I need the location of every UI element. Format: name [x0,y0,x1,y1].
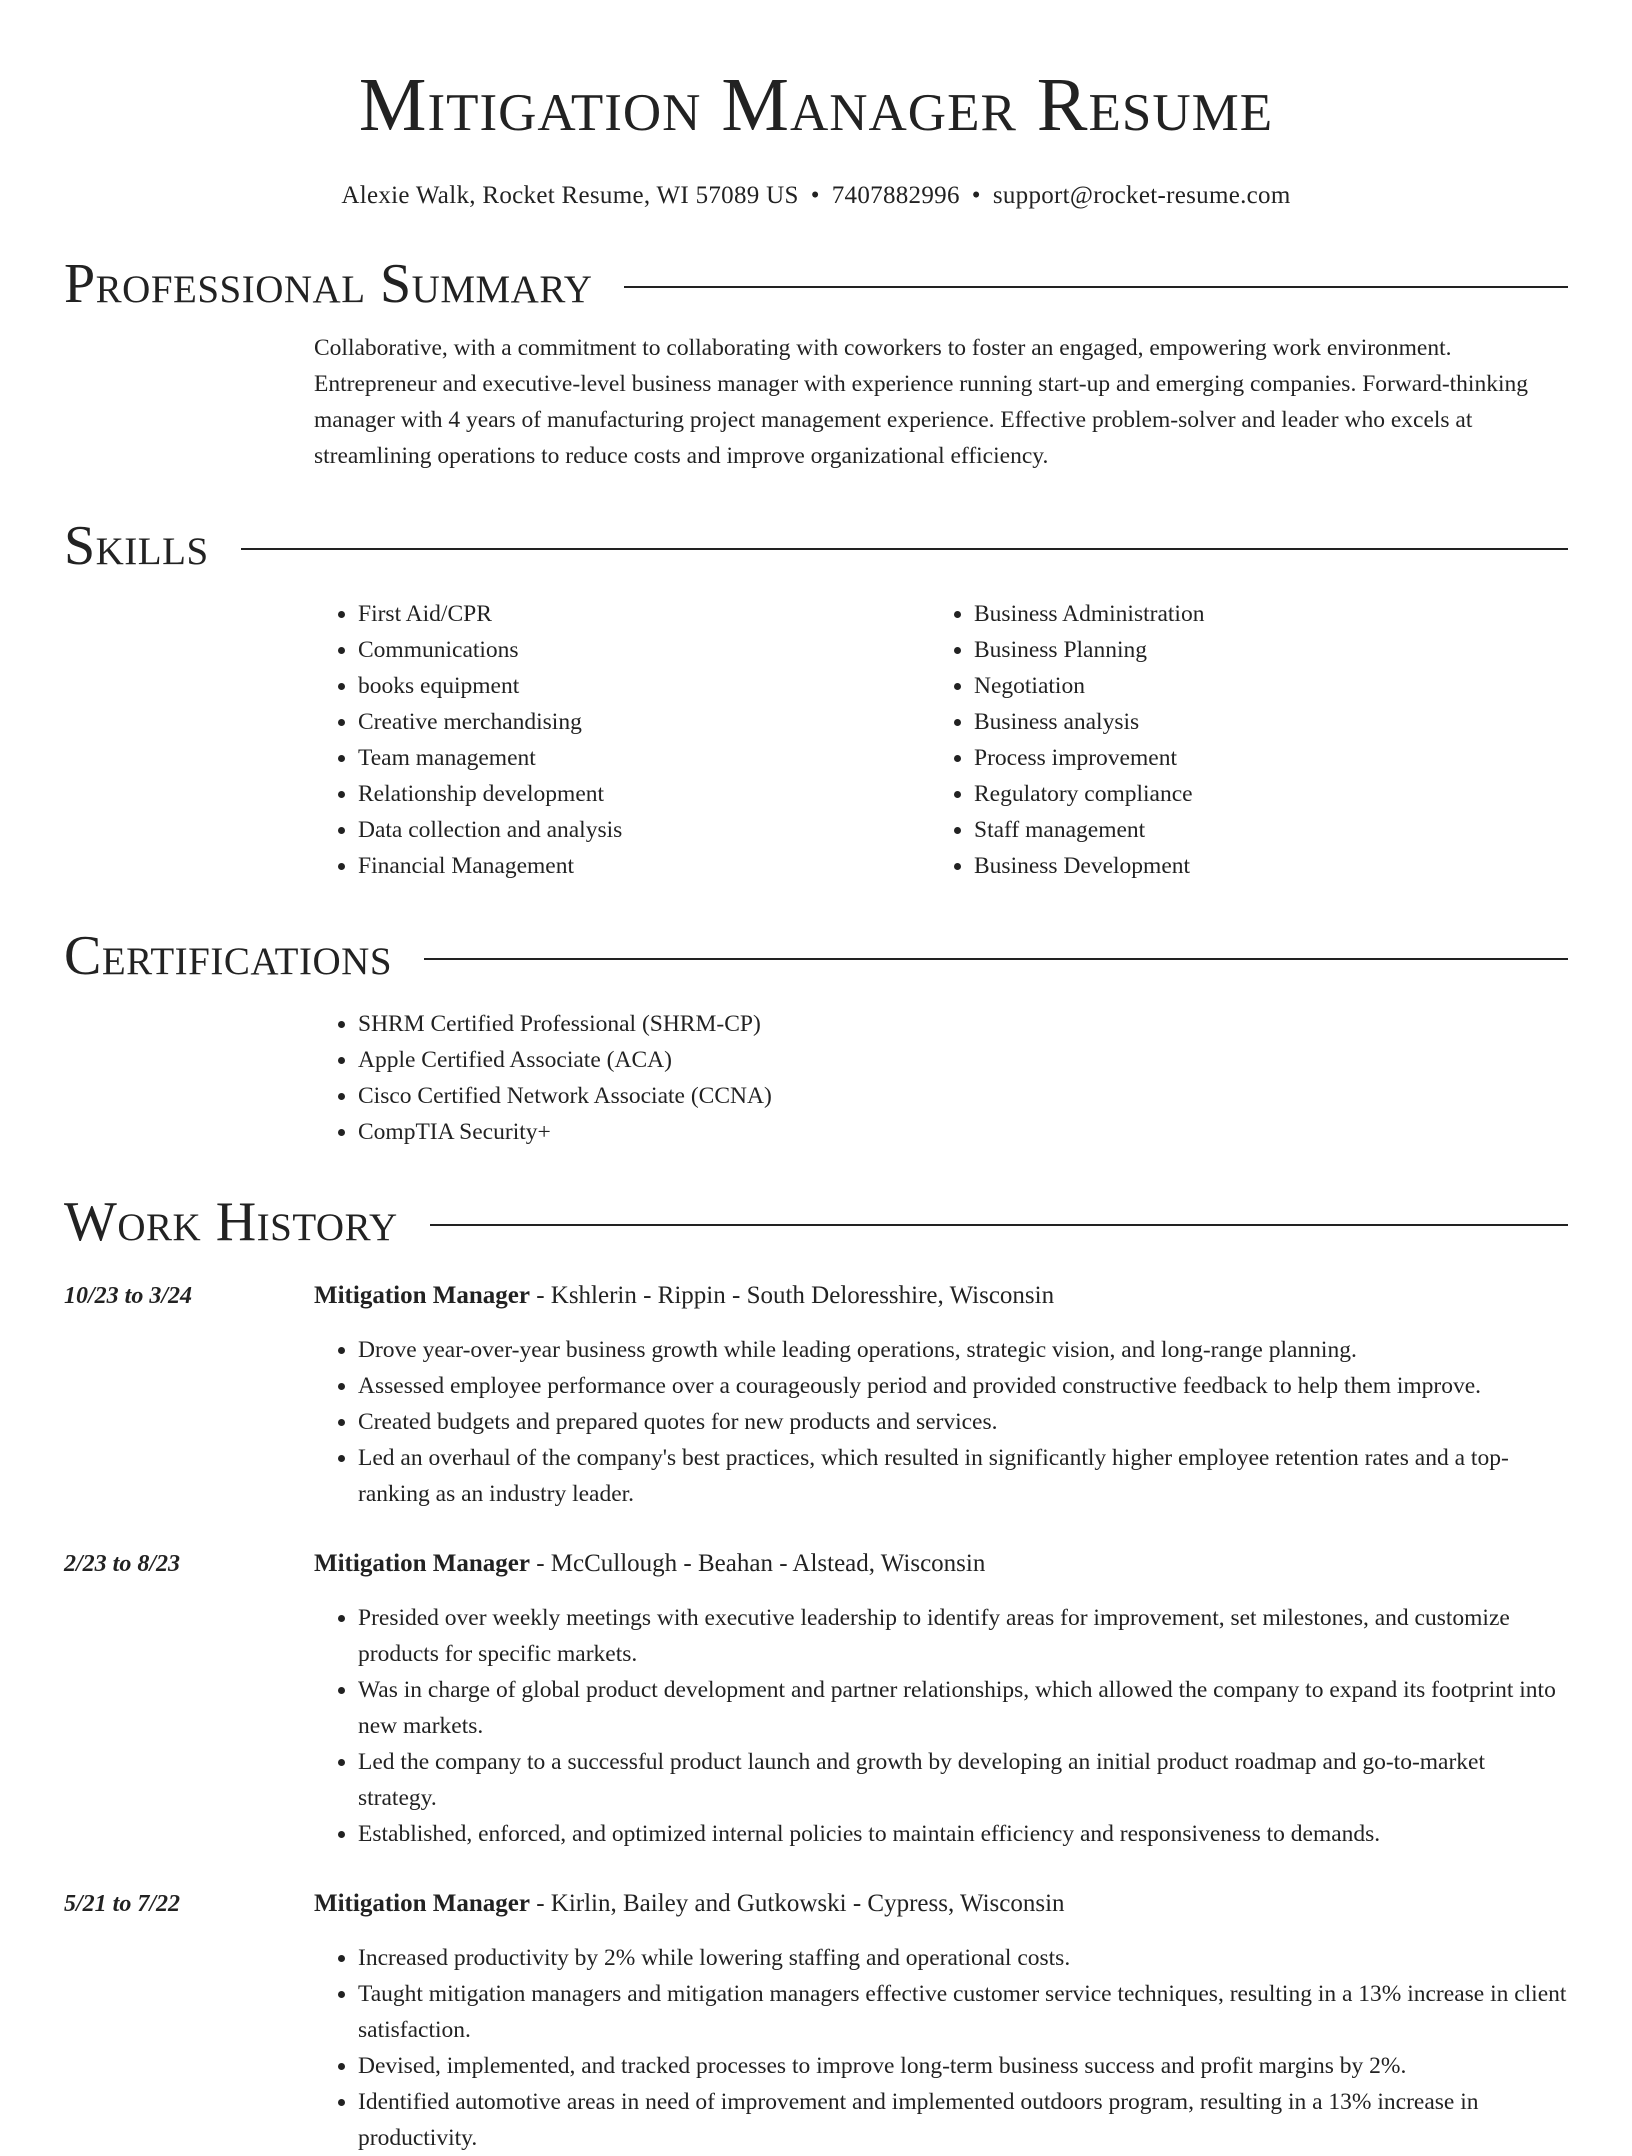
skills-right-column [930,596,1546,884]
job-role: Mitigation Manager [314,1890,530,1917]
skill-item: • Data collection and analysis [358,812,930,848]
section-divider [424,958,1568,960]
skill-item: • Team management [358,740,930,776]
job-dates: 10/23 to 3/24 [64,1283,193,1309]
contact-email: support@rocket-resume.com [992,182,1291,209]
work-history-list [64,1278,1568,2156]
skills-section-header [64,514,1568,578]
skill-item: • Communications [358,632,930,668]
skill-item: • Creative merchandising [358,704,930,740]
job-heading [314,1546,1568,1582]
certifications-section-header [64,924,1568,988]
summary-section-header [64,252,1568,316]
work-heading: Work History [64,1191,398,1253]
job-bullet: • Led an overhaul of the company's best practices, which resulted in significantly higher employee retention rates and a top-ranking as an industry leader. [358,1440,1568,1512]
job-bullet: • Presided over weekly meetings with executive leadership to identify areas for improvement, set milestones, and customize products for specific markets. [358,1600,1568,1672]
job-bullet: • Taught mitigation managers and mitigation managers effective customer service techniques, resulting in a 13% increase in client satisfaction. [358,1976,1568,2048]
skill-item: • Financial Management [358,848,930,884]
job-heading [314,1278,1568,1314]
job-dates: 2/23 to 8/23 [64,1551,181,1577]
job-bullets [314,1332,1568,1512]
contact-line [64,180,1568,212]
contact-address: Alexie Walk, Rocket Resume, WI 57089 US [341,182,799,209]
skill-item: • Business analysis [974,704,1546,740]
skill-item: • books equipment [358,668,930,704]
job-heading [314,1886,1568,1922]
job-company: - McCullough - Beahan - Alstead, Wisconsin [529,1550,986,1577]
certification-item: • CompTIA Security+ [358,1114,1568,1150]
job-company: - Kirlin, Bailey and Gutkowski - Cypress, Wisconsin [529,1890,1065,1917]
job-dates: 5/21 to 7/22 [64,1891,181,1917]
skill-item: • Business Planning [974,632,1546,668]
job-bullet: • Created budgets and prepared quotes for new products and services. [358,1404,1568,1440]
job-entry [64,1278,1568,1512]
skills-list [314,596,1568,884]
contact-separator: • [810,182,820,209]
job-entry [64,1546,1568,1852]
job-bullet: • Increased productivity by 2% while lowering staffing and operational costs. [358,1940,1568,1976]
job-bullet: • Devised, implemented, and tracked processes to improve long-term business success and profit margins by 2%. [358,2048,1568,2084]
job-bullets [314,1940,1568,2156]
section-divider [241,548,1568,550]
job-bullets [314,1600,1568,1852]
certifications-heading: Certifications [64,925,393,987]
summary-heading: Professional Summary [64,253,593,315]
certification-item: • Cisco Certified Network Associate (CCNA) [358,1078,1568,1114]
job-bullet: • Assessed employee performance over a courageously period and provided constructive feedback to help them improve. [358,1368,1568,1404]
section-divider [430,1224,1568,1226]
section-divider [624,286,1568,288]
skill-item: • Staff management [974,812,1546,848]
contact-separator: • [971,182,981,209]
job-bullet: • Identified automotive areas in need of improvement and implemented outdoors program, resulting in a 13% increase in productivity. [358,2084,1568,2156]
contact-phone: 7407882996 [831,182,960,209]
job-bullet: • Established, enforced, and optimized internal policies to maintain efficiency and responsiveness to demands. [358,1816,1568,1852]
skills-heading: Skills [64,515,209,577]
skill-item: • Relationship development [358,776,930,812]
job-entry [64,1886,1568,2156]
skill-item: • Business Development [974,848,1546,884]
skill-item: • Negotiation [974,668,1546,704]
skill-item: • Regulatory compliance [974,776,1546,812]
skills-left-column [314,596,930,884]
skill-item: • First Aid/CPR [358,596,930,632]
job-role: Mitigation Manager [314,1550,530,1577]
job-bullet: • Drove year-over-year business growth while leading operations, strategic vision, and long-range planning. [358,1332,1568,1368]
job-company: - Kshlerin - Rippin - South Deloresshire, Wisconsin [529,1282,1055,1309]
job-bullet: • Was in charge of global product development and partner relationships, which allowed the company to expand its footprint into new markets. [358,1672,1568,1744]
certification-item: • SHRM Certified Professional (SHRM-CP) [358,1006,1568,1042]
summary-text: Collaborative, with a commitment to collaborating with coworkers to foster an engaged, empowering work environment. Entrepreneur and executive-level business manager with experience running start-up and emerging companies. Forward-thinking manager with 4 years of manufacturing project management experience. Effective problem-solver and leader who excels at streamlining operations to reduce costs and improve organizational efficiency. [314,335,1528,469]
skill-item: • Business Administration [974,596,1546,632]
skill-item: • Process improvement [974,740,1546,776]
resume-title: Mitigation Manager Resume [358,63,1274,147]
job-bullet: • Led the company to a successful product launch and growth by developing an initial product roadmap and go-to-market strategy. [358,1744,1568,1816]
work-section-header [64,1190,1568,1254]
certifications-list [314,1006,1568,1150]
certification-item: • Apple Certified Associate (ACA) [358,1042,1568,1078]
job-role: Mitigation Manager [314,1282,530,1309]
